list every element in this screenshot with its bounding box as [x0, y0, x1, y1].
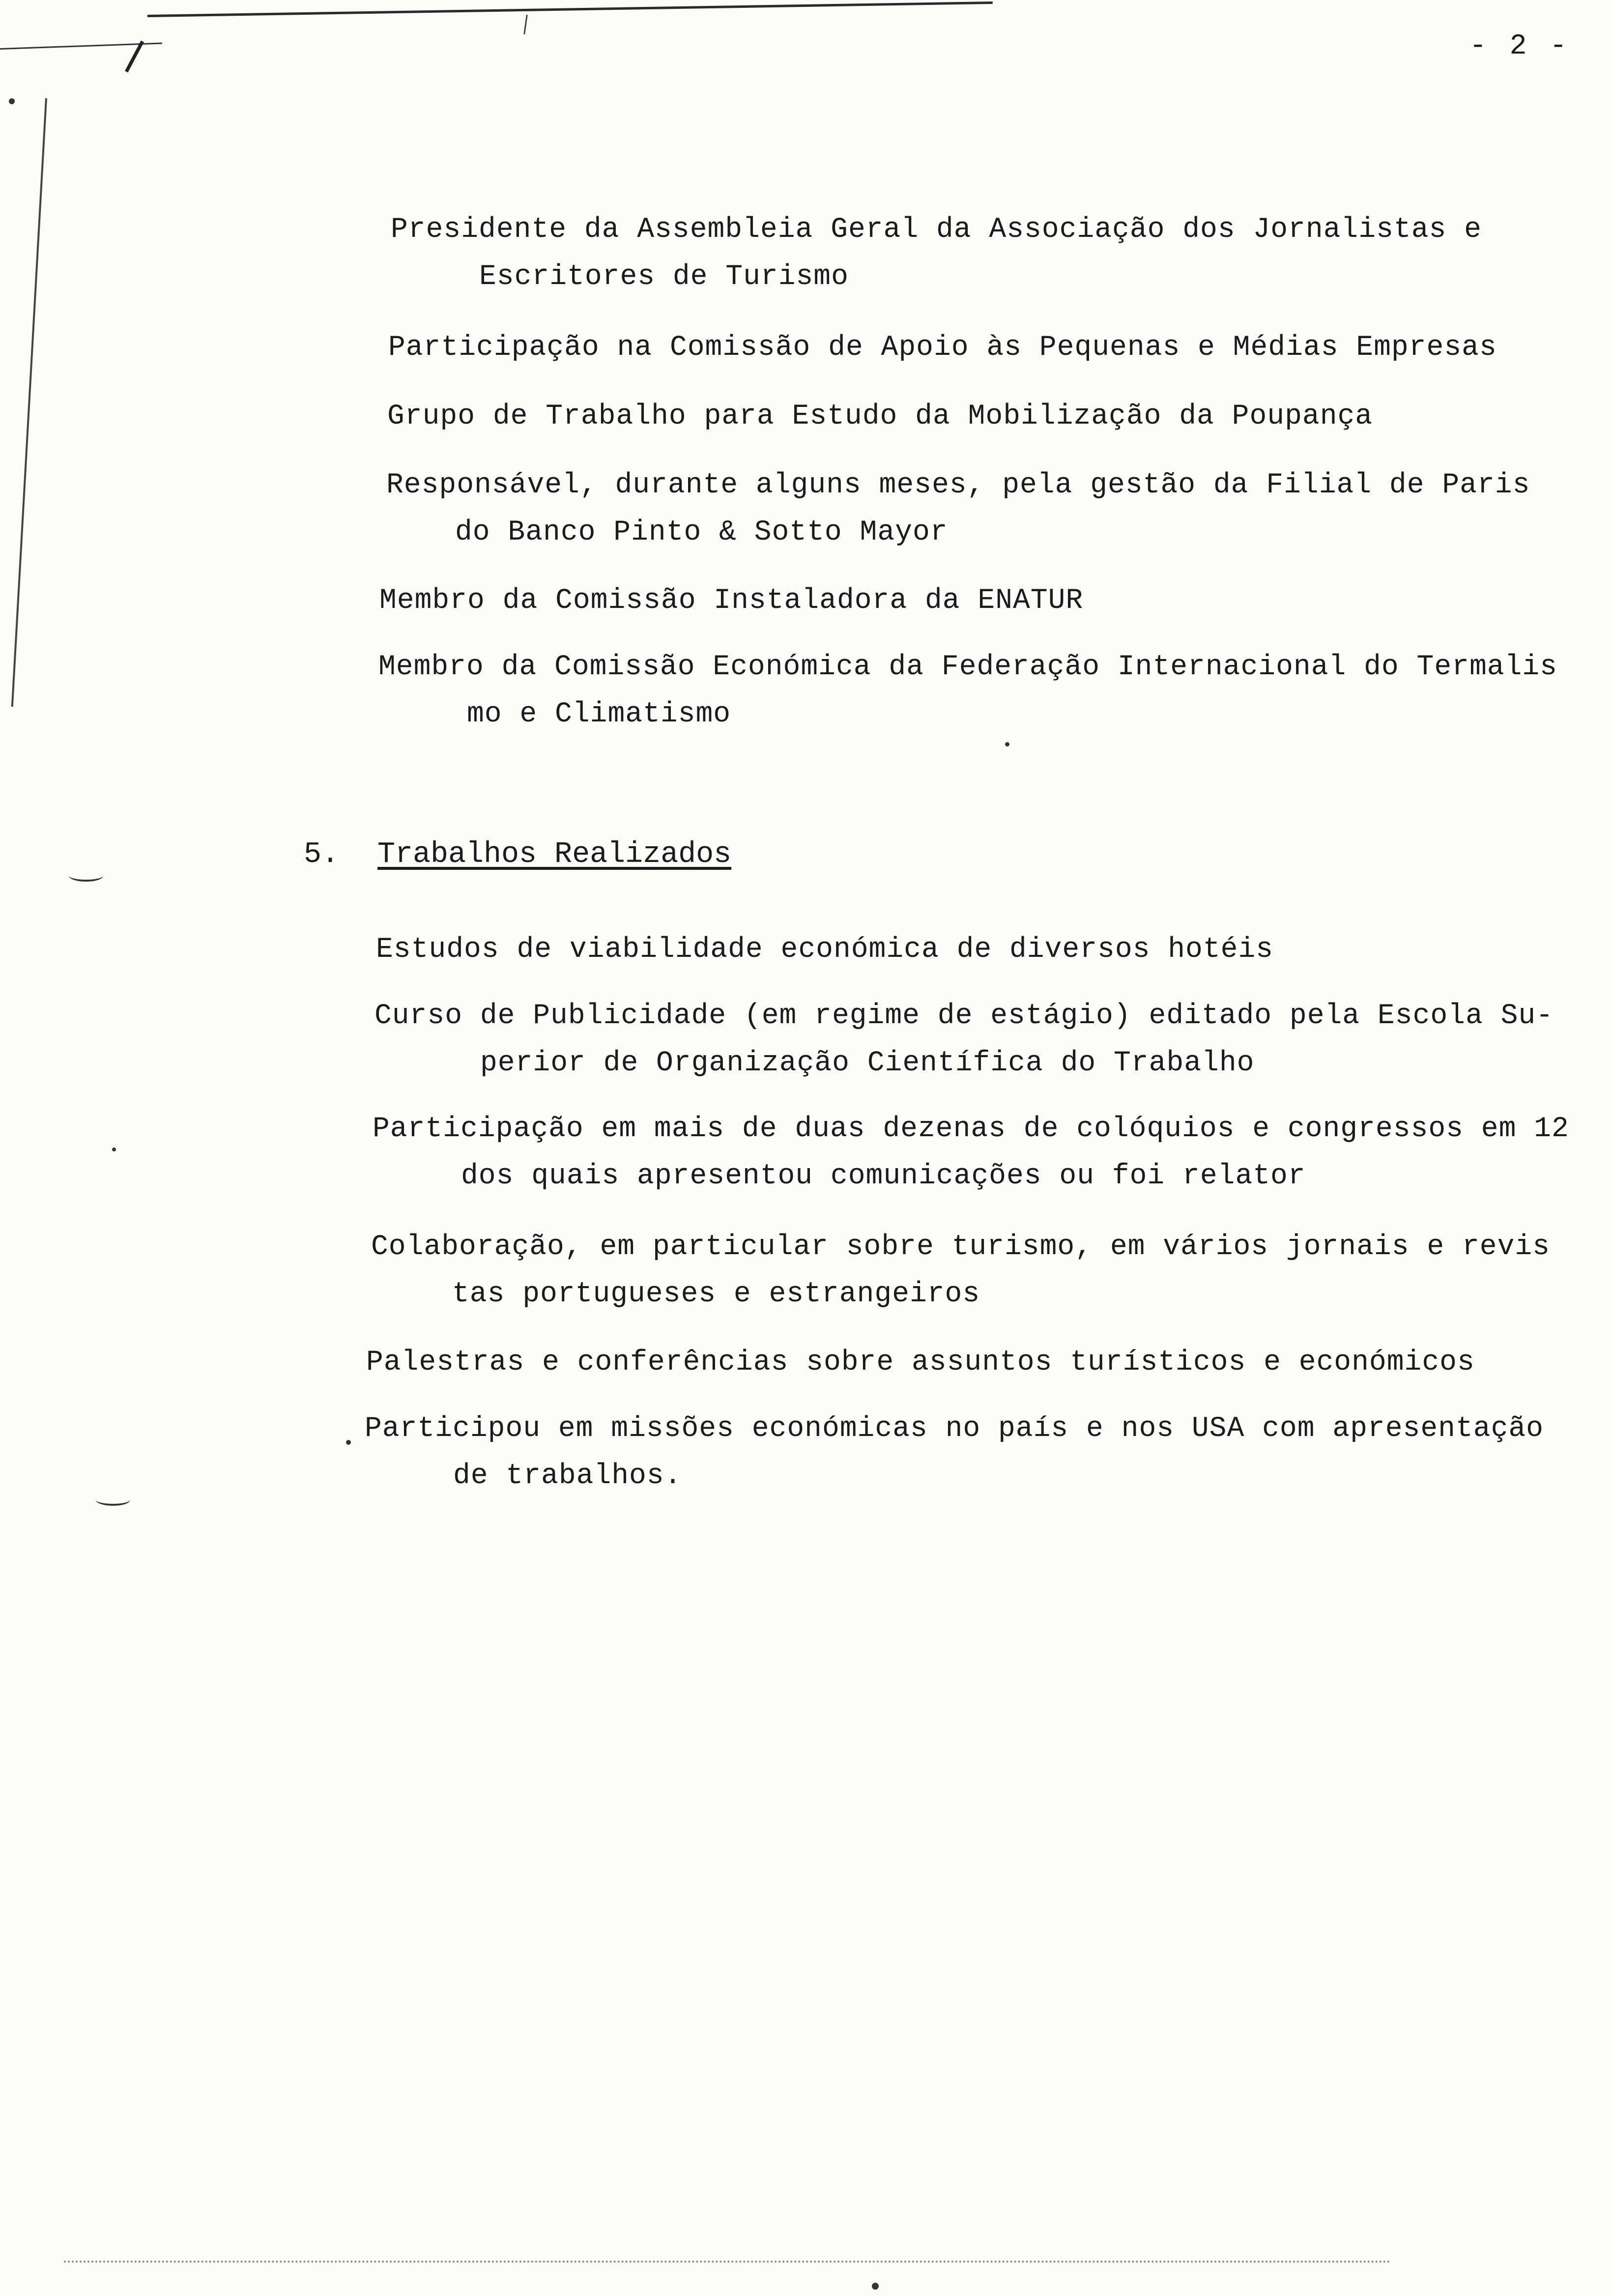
list-item-continuation: Escritores de Turismo: [479, 261, 849, 293]
scan-artifact-dot: [872, 2283, 879, 2290]
scan-artifact-bottom-rule: [64, 2261, 1391, 2263]
list-item-line: Estudos de viabilidade económica de diversos hotéis: [376, 934, 1274, 966]
scan-artifact-curve: [69, 870, 103, 882]
list-item: [387, 393, 1612, 440]
list-item: [388, 324, 1612, 372]
list-item-line: Participou em missões económicas no país e nos USA com apresentação: [365, 1413, 1544, 1445]
list-item-line: Participação na Comissão de Apoio às Pequenas e Médias Empresas: [388, 332, 1497, 364]
list-item-line: Responsável, durante alguns meses, pela gestão da Filial de Paris: [386, 469, 1530, 501]
page-number: - 2 -: [1469, 30, 1570, 62]
margin-line: [11, 98, 47, 707]
list-item: [386, 462, 1612, 556]
list-item-line: Membro da Comissão Instaladora da ENATUR: [379, 585, 1084, 617]
scan-artifact-tick: [523, 15, 528, 34]
list-item-continuation: dos quais apresentou comunicações ou foi relator: [461, 1160, 1306, 1192]
list-item: [365, 1406, 1593, 1500]
list-item-line: Palestras e conferências sobre assuntos turísticos e económicos: [366, 1347, 1475, 1378]
list-item-line: Curso de Publicidade (em regime de estágio) editado pela Escola Su-: [374, 1000, 1554, 1032]
list-item-continuation: tas portugueses e estrangeiros: [452, 1278, 980, 1310]
list-item: [378, 644, 1607, 738]
scan-artifact-dot: [9, 98, 15, 104]
list-item: [371, 1224, 1600, 1318]
scan-artifact-rule: [147, 1, 993, 17]
list-item-continuation: de trabalhos.: [453, 1460, 682, 1492]
list-item-line: Colaboração, em particular sobre turismo, em vários jornais e revis: [371, 1231, 1550, 1263]
list-item-line: Membro da Comissão Económica da Federação Internacional do Termalis: [378, 651, 1557, 683]
section-title: Trabalhos Realizados: [377, 838, 732, 871]
list-item-line: Presidente da Assembleia Geral da Associação dos Jornalistas e: [391, 214, 1482, 246]
list-item: [366, 1339, 1595, 1386]
section-number: 5.: [304, 838, 340, 871]
scan-artifact-curve: [96, 1494, 130, 1506]
list-item-continuation: perior de Organização Científica do Trabalho: [480, 1047, 1255, 1079]
handwritten-slash-mark: [125, 40, 144, 72]
scan-artifact-dot: [1005, 742, 1009, 746]
list-item: [376, 926, 1605, 974]
list-item: [379, 577, 1608, 625]
scan-artifact-dot: [346, 1440, 351, 1445]
list-item: [391, 206, 1612, 301]
list-item-continuation: do Banco Pinto & Sotto Mayor: [455, 517, 948, 548]
list-item-continuation: mo e Climatismo: [467, 698, 731, 730]
list-item: [374, 993, 1603, 1087]
list-item-line: Grupo de Trabalho para Estudo da Mobilização da Poupança: [387, 401, 1373, 432]
list-item: [373, 1106, 1601, 1200]
list-item-line: Participação em mais de duas dezenas de colóquios e congressos em 12: [373, 1113, 1569, 1145]
scan-artifact-dot: [112, 1148, 116, 1151]
